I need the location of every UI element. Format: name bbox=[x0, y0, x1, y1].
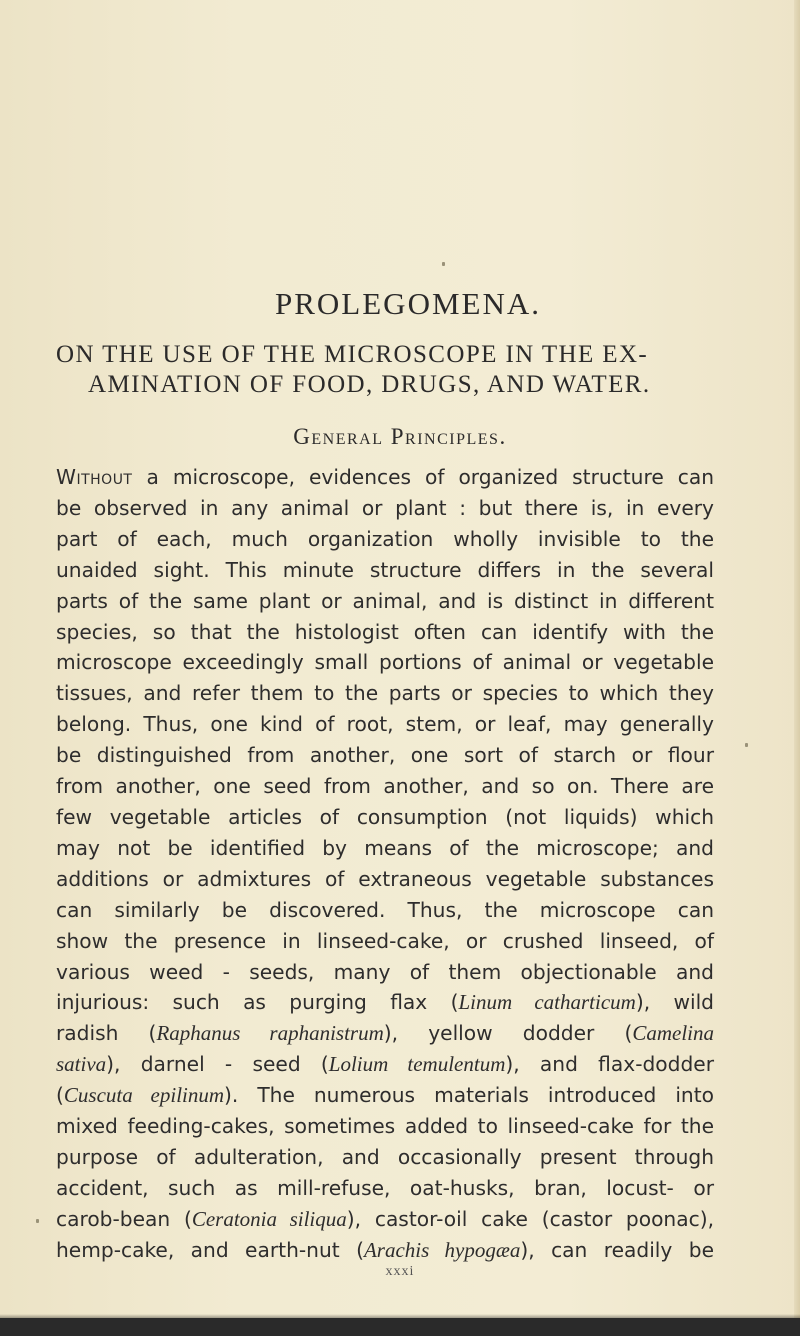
text-line: tissues, and refer them to the parts or species to which they bbox=[56, 681, 714, 706]
text-line: unaided sight. This minute structure differs in the several bbox=[56, 557, 714, 582]
species-name: Lolium temulentum bbox=[328, 1052, 506, 1077]
ink-speck bbox=[442, 262, 445, 266]
text-line: be distinguished from another, one sort of starch or flour bbox=[56, 743, 714, 768]
text-line: show the presence in linseed-cake, or crushed linseed, of bbox=[56, 928, 714, 953]
text-line: mixed feeding-cakes, sometimes added to linseed-cake for the bbox=[56, 1114, 714, 1139]
text-line: can similarly be discovered. Thus, the microscope can bbox=[56, 897, 714, 922]
ink-speck bbox=[36, 1219, 39, 1223]
text-line: additions or admixtures of extraneous vegetable substances bbox=[56, 866, 714, 891]
species-name: Ceratonia siliqua bbox=[191, 1206, 347, 1231]
text-line: various weed - seeds, many of them objectionable and bbox=[56, 959, 714, 984]
text-line: microscope exceedingly small portions of animal or vegetable bbox=[56, 650, 714, 675]
scan-bottom-border bbox=[0, 1318, 800, 1336]
page-edge bbox=[794, 0, 800, 1336]
species-name: Raphanus raphanistrum bbox=[156, 1021, 384, 1046]
species-name: Linum catharticum bbox=[458, 990, 636, 1015]
text-line: part of each, much organization wholly invisible to the bbox=[56, 526, 714, 551]
text-line: purpose of adulteration, and occasionally present through bbox=[56, 1144, 714, 1169]
text-line: sativa), darnel - seed (Lolium temulentum), and flax-dodder bbox=[56, 1052, 714, 1077]
text-line: radish (Raphanus raphanistrum), yellow dodder (Camelina bbox=[56, 1021, 714, 1046]
ink-speck bbox=[745, 743, 748, 747]
species-name: Camelina bbox=[632, 1021, 714, 1046]
text-line: species, so that the histologist often can identify with the bbox=[56, 619, 714, 644]
page-title: PROLEGOMENA. bbox=[275, 286, 541, 321]
text-line: few vegetable articles of consumption (not liquids) which bbox=[56, 804, 714, 829]
text-line: parts of the same plant or animal, and is distinct in different bbox=[56, 588, 714, 613]
text-line: belong. Thus, one kind of root, stem, or leaf, may generally bbox=[56, 712, 714, 737]
text-line: hemp-cake, and earth-nut (Arachis hypogæa), can readily be bbox=[56, 1237, 715, 1262]
page-number: xxxi bbox=[385, 1264, 415, 1279]
text-line: accident, such as mill-refuse, oat-husks, bran, locust- or bbox=[56, 1175, 714, 1200]
body-paragraph bbox=[56, 462, 714, 1266]
text-line: (Cuscuta epilinum). The numerous materials introduced into bbox=[56, 1083, 714, 1108]
subtitle-line-2: AMINATION OF FOOD, DRUGS, AND WATER. bbox=[88, 371, 651, 398]
text-line: be observed in any animal or plant : but there is, in every bbox=[56, 495, 714, 520]
species-name: Arachis hypogæa bbox=[363, 1237, 521, 1262]
drop-word: Without bbox=[56, 465, 133, 489]
species-name: Cuscuta epilinum bbox=[63, 1083, 225, 1108]
text-line: may not be identified by means of the microscope; and bbox=[56, 835, 714, 860]
text-line: carob-bean (Ceratonia siliqua), castor-oil cake (castor poonac), bbox=[56, 1206, 714, 1231]
chapter-subtitle bbox=[56, 340, 716, 400]
section-heading: General Principles. bbox=[293, 424, 507, 449]
text-line: from another, one seed from another, and so on. There are bbox=[56, 774, 714, 799]
text-line: injurious: such as purging flax (Linum catharticum), wild bbox=[56, 990, 714, 1015]
subtitle-line-1: ON THE USE OF THE MICROSCOPE IN THE EX- bbox=[56, 341, 649, 368]
text-line: Without a microscope, evidences of organized structure can bbox=[56, 465, 714, 489]
species-name: sativa bbox=[56, 1052, 107, 1077]
